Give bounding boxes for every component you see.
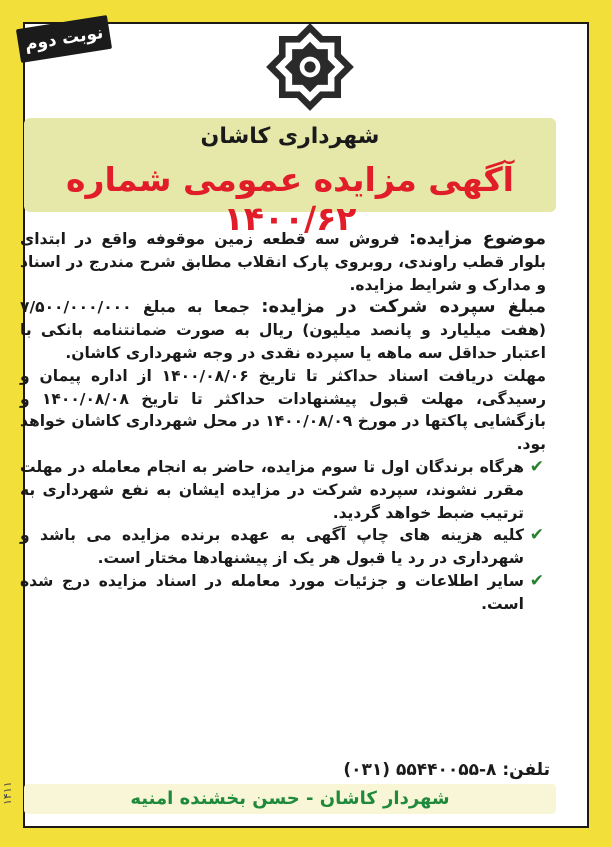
deposit-paragraph — [20, 296, 546, 364]
subject-paragraph — [20, 228, 546, 296]
list-item — [20, 570, 546, 616]
schedule-paragraph: مهلت دریافت اسناد حداکثر تا تاریخ ۱۴۰۰/۰۸/۰۶ از اداره پیمان و رسیدگی، مهلت قبول پیشنهادات حداکثر تا تاریخ ۱۴۰۰/۰۸/۰۸ و بازگشایی پاکتها در مورخ ۱۴۰۰/۰۸/۰۹ در محل شهرداری کاشان خواهد بود. — [20, 366, 546, 454]
kashan-municipality-emblem-icon — [263, 20, 357, 114]
subject-text: فروش سه قطعه زمین موقوفه واقع در ابتدای بلوار قطب راوندی، روبروی پارک انقلاب مطابق شرح مندرج در اسناد و مدارک و شرایط مزایده. — [20, 230, 546, 294]
phone-label: تلفن: — [502, 760, 550, 780]
ad-content — [20, 228, 546, 616]
bullet-text: سایر اطلاعات و جزئیات مورد معامله در اسناد مزایده درج شده است. — [20, 571, 524, 613]
conditions-list — [20, 456, 546, 616]
phone-value: ۸-۵۵۴۴۰۰۵۵ (۰۳۱) — [343, 760, 497, 780]
round-badge: نوبت دوم — [16, 15, 112, 63]
bullet-text: کلیه هزینه های چاپ آگهی به عهده برنده مزایده می باشد و شهرداری در رد یا قبول هر یک از پیشنهادها مختار است. — [20, 526, 524, 568]
deposit-text: جمعا به مبلغ ۷/۵۰۰/۰۰۰/۰۰۰ (هفت میلیارد و پانصد میلیون) ریال به صورت ضمانتنامه بانکی با اعتبار حداقل سه ماهه یا سپرده نقدی در وجه شهرداری کاشان. — [20, 298, 546, 362]
subject-lead: موضوع مزایده: — [408, 228, 546, 249]
contact-phone — [250, 760, 550, 780]
list-item — [20, 456, 546, 524]
bullet-text: هرگاه برندگان اول تا سوم مزایده، حاضر به انجام معامله در مهلت مقرر نشوند، سپرده شرکت در مزایده ایشان به نفع شهرداری به ترتیب ضبط خواهد گردید. — [20, 457, 524, 522]
list-item — [20, 524, 546, 570]
check-mark-icon: ✔ — [529, 570, 544, 591]
ad-code: ۱۴۱۱ — [1, 781, 14, 805]
city-title: شهرداری کاشان — [200, 124, 380, 149]
check-mark-icon: ✔ — [529, 456, 544, 477]
mayor-signature: شهردار کاشان - حسن بخشنده امنیه — [130, 788, 450, 809]
deposit-lead: مبلغ سپرده شرکت در مزایده: — [261, 296, 547, 318]
check-mark-icon: ✔ — [529, 525, 544, 546]
auction-title: آگهی مزایده عمومی شماره ۱۴۰۰/۶۲ — [66, 160, 514, 238]
